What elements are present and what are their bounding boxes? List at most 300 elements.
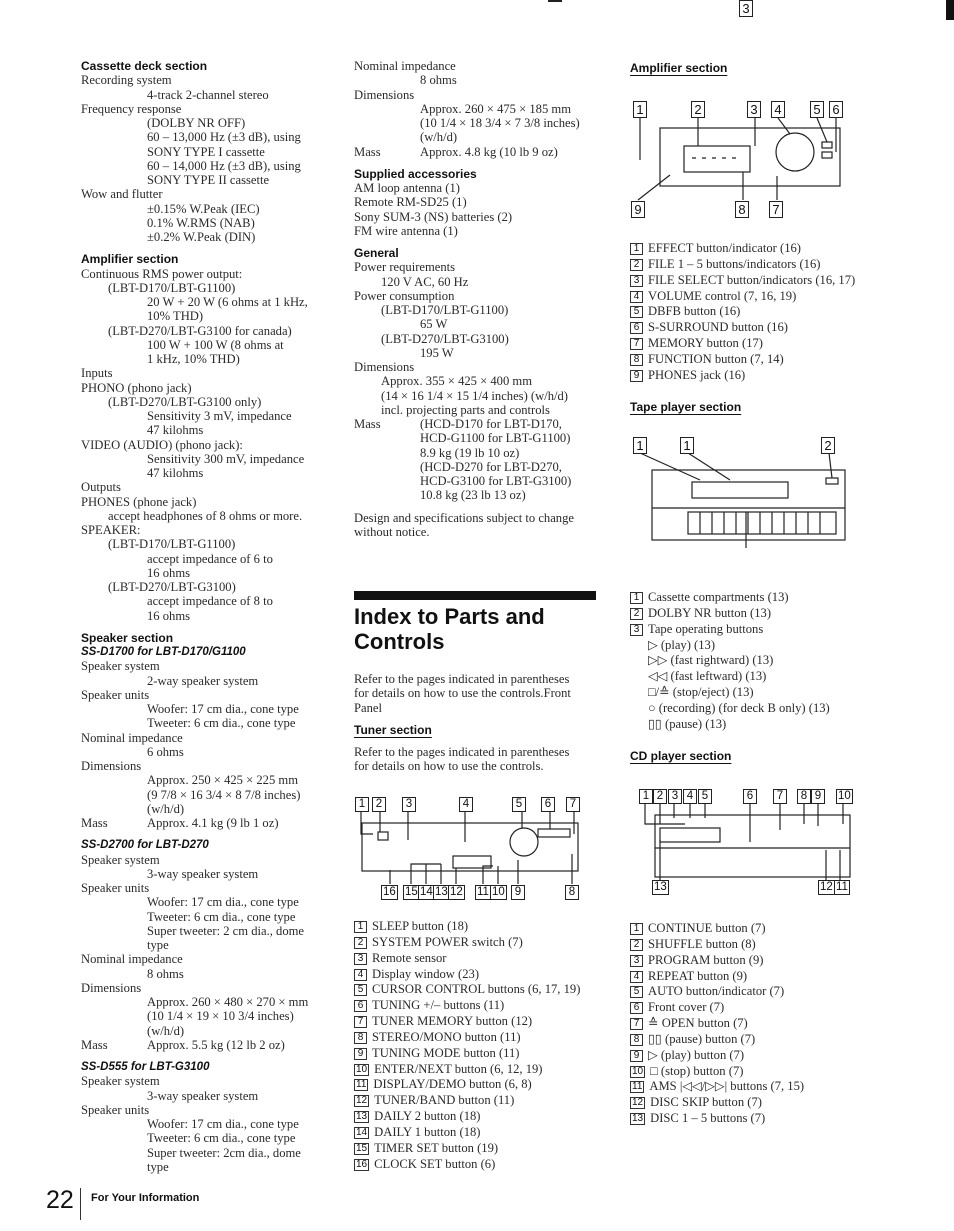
list-item bbox=[630, 1064, 804, 1080]
spec-line: Approx. 260 × 480 × 270 × mm bbox=[147, 995, 309, 1009]
tape-section-heading-wrap bbox=[630, 400, 741, 414]
item-text: Display window (23) bbox=[372, 966, 480, 981]
callout-number: 6 bbox=[743, 789, 757, 804]
callout-number: 1 bbox=[355, 797, 369, 812]
spec-line: 20 W + 20 W (6 ohms at 1 kHz, bbox=[147, 295, 308, 309]
item-text: CLOCK SET button (6) bbox=[374, 1156, 496, 1171]
item-text: ▷ (play) button (7) bbox=[648, 1047, 745, 1062]
list-item bbox=[354, 1109, 580, 1125]
model-subheading: SS-D2700 for LBT-D270 bbox=[81, 839, 209, 852]
spec-line: Dimensions bbox=[81, 980, 142, 995]
item-number-badge: 4 bbox=[354, 969, 367, 981]
spec-line: FM wire antenna (1) bbox=[354, 223, 458, 238]
spec-line: Speaker units bbox=[81, 1102, 150, 1117]
spec-line: Speaker system bbox=[81, 659, 160, 674]
spec-line: Outputs bbox=[81, 480, 121, 495]
item-number-badge: 8 bbox=[354, 1032, 367, 1044]
spec-line: VIDEO (AUDIO) (phono jack): bbox=[81, 437, 243, 452]
spec-value: Approx. 5.5 kg (12 lb 2 oz) bbox=[147, 1037, 285, 1052]
model-subheading: SS-D555 for LBT-G3100 bbox=[81, 1061, 210, 1073]
list-item bbox=[630, 304, 855, 320]
list-item bbox=[354, 951, 580, 967]
spec-line: 1 kHz, 10% THD) bbox=[147, 352, 240, 366]
spec-line: 60 – 13,000 Hz (±3 dB), using bbox=[147, 130, 301, 145]
callout-number: 12 bbox=[820, 881, 833, 893]
item-number-badge: 2 bbox=[630, 259, 643, 271]
item-text: DISPLAY/DEMO button (6, 8) bbox=[373, 1077, 532, 1092]
spec-line: Approx. 260 × 475 × 185 mm bbox=[420, 101, 571, 116]
item-text: MEMORY button (17) bbox=[648, 336, 763, 351]
spec-line: Nominal impedance bbox=[81, 730, 183, 745]
specifications-left-column bbox=[81, 59, 308, 1174]
spec-line: 65 W bbox=[420, 317, 448, 332]
item-number-badge: 1 bbox=[354, 921, 367, 933]
spec-line: PHONO (phono jack) bbox=[81, 380, 192, 395]
item-text: TUNING MODE button (11) bbox=[372, 1045, 520, 1060]
page-number: 22 bbox=[46, 1186, 74, 1214]
list-item bbox=[630, 352, 855, 368]
item-text: PROGRAM button (9) bbox=[648, 952, 764, 967]
item-number-badge: 9 bbox=[354, 1048, 367, 1060]
spec-line: Panel bbox=[354, 700, 382, 715]
spec-row bbox=[354, 145, 580, 159]
spec-line: Super tweeter: 2cm dia., dome bbox=[147, 1145, 301, 1160]
item-text: STEREO/MONO button (11) bbox=[372, 1029, 521, 1044]
list-subitem: ○ (recording) (for deck B only) (13) bbox=[648, 700, 830, 715]
list-subitem: ◁◁ (fast leftward) (13) bbox=[648, 669, 767, 684]
spec-row bbox=[354, 417, 580, 431]
cd-parts-list bbox=[630, 921, 804, 1127]
spacer bbox=[81, 244, 308, 252]
item-number-badge: 13 bbox=[356, 1111, 368, 1123]
spec-line: Sensitivity 3 mV, impedance bbox=[147, 409, 292, 423]
spec-line: SONY TYPE I cassette bbox=[147, 144, 265, 159]
spec-line: Remote RM-SD25 (1) bbox=[354, 195, 467, 210]
list-item bbox=[630, 1079, 804, 1095]
item-text: TUNER MEMORY button (12) bbox=[372, 1014, 533, 1029]
item-text: FUNCTION button (7, 14) bbox=[648, 351, 784, 366]
list-item bbox=[354, 1157, 580, 1173]
item-number-badge: 4 bbox=[630, 971, 643, 983]
section-heading: Tuner section bbox=[354, 722, 432, 737]
callout-number bbox=[548, 0, 562, 2]
spacer bbox=[81, 830, 308, 838]
callout-number: 8 bbox=[735, 201, 749, 218]
spec-line: (10 1/4 × 19 × 10 3/4 inches) bbox=[147, 1009, 294, 1024]
spec-line: Speaker units bbox=[81, 881, 150, 895]
callout-number: 10 bbox=[492, 886, 505, 898]
spec-row bbox=[81, 816, 308, 830]
list-item bbox=[630, 257, 855, 273]
list-item bbox=[354, 1030, 580, 1046]
callout-number: 7 bbox=[769, 201, 783, 218]
spec-line: HCD-G1100 for LBT-G1100) bbox=[420, 431, 571, 446]
item-text: PHONES jack (16) bbox=[648, 367, 746, 382]
callout-number: 3 bbox=[402, 797, 416, 812]
list-item bbox=[630, 984, 804, 1000]
item-number-badge: 3 bbox=[630, 955, 643, 967]
item-text: TIMER SET button (19) bbox=[374, 1140, 499, 1155]
spacer bbox=[354, 737, 571, 745]
list-item bbox=[630, 289, 855, 305]
page-title-line: Controls bbox=[354, 629, 445, 654]
item-text: DAILY 1 button (18) bbox=[374, 1124, 481, 1139]
spec-line: (w/h/d) bbox=[147, 1023, 185, 1038]
index-intro bbox=[354, 672, 571, 774]
item-number-badge: 1 bbox=[630, 923, 643, 935]
callout-number: 5 bbox=[810, 101, 824, 118]
list-subitem: □/≙ (stop/eject) (13) bbox=[648, 685, 754, 700]
spec-line: PHONES (phone jack) bbox=[81, 494, 197, 509]
spec-line: 3-way speaker system bbox=[147, 866, 259, 881]
spec-line: 47 kilohms bbox=[147, 466, 204, 480]
item-number-badge: 3 bbox=[630, 275, 643, 287]
list-item bbox=[630, 1016, 804, 1032]
callout-number: 10 bbox=[838, 790, 851, 802]
spec-line: 47 kilohms bbox=[147, 423, 204, 438]
item-number-badge: 6 bbox=[354, 1000, 367, 1012]
callout-number: 1 bbox=[633, 101, 647, 118]
item-number-badge: 12 bbox=[356, 1095, 368, 1107]
spec-line: Wow and flutter bbox=[81, 187, 163, 202]
list-subitem: ▯▯ (pause) (13) bbox=[648, 716, 727, 731]
title-rule bbox=[354, 591, 596, 600]
spec-line: Nominal impedance bbox=[81, 952, 183, 967]
spec-line: (LBT-D170/LBT-G1100) bbox=[381, 303, 509, 317]
item-number-badge: 13 bbox=[632, 1113, 644, 1125]
spec-line: ±0.15% W.Peak (IEC) bbox=[147, 201, 260, 216]
callout-number: 13 bbox=[435, 886, 448, 898]
item-number-badge: 12 bbox=[632, 1097, 644, 1109]
spec-line: Super tweeter: 2 cm dia., dome bbox=[147, 923, 305, 938]
spec-line: 8 ohms bbox=[420, 73, 457, 88]
item-text: CURSOR CONTROL buttons (6, 17, 19) bbox=[372, 982, 581, 997]
tape-deck-drawing bbox=[640, 453, 845, 548]
spec-label: Mass bbox=[354, 144, 381, 159]
callout-number: 13 bbox=[654, 881, 667, 893]
tape-section-heading: Tape player section bbox=[630, 400, 742, 414]
list-item bbox=[630, 921, 804, 937]
amplifier-front-panel-drawing bbox=[638, 118, 840, 200]
section-heading: Speaker section bbox=[81, 630, 174, 645]
spec-line: Speaker units bbox=[81, 687, 150, 702]
spec-line: 8.9 kg (19 lb 10 oz) bbox=[420, 445, 520, 460]
section-heading: Supplied accessories bbox=[354, 166, 477, 181]
item-number-badge: 10 bbox=[356, 1063, 368, 1075]
model-subheading: SS-D1700 for LBT-D170/G1100 bbox=[81, 646, 246, 658]
list-item bbox=[630, 1048, 804, 1064]
spec-line: Approx. 250 × 425 × 225 mm bbox=[147, 773, 298, 788]
callout-number: 15 bbox=[405, 886, 418, 898]
item-text: Tape operating buttons bbox=[648, 621, 764, 636]
callout-number: 6 bbox=[829, 101, 843, 118]
spec-line: accept impedance of 8 to bbox=[147, 594, 273, 609]
tuner-front-panel-drawing bbox=[361, 812, 578, 884]
callout-number: 6 bbox=[541, 797, 555, 812]
item-number-badge: 11 bbox=[356, 1079, 367, 1091]
section-heading: Amplifier section bbox=[81, 252, 179, 267]
item-number-badge: 11 bbox=[632, 1081, 643, 1093]
item-number-badge: 10 bbox=[632, 1065, 644, 1077]
spec-value: Approx. 4.8 kg (10 lb 9 oz) bbox=[420, 144, 558, 159]
list-item bbox=[630, 1095, 804, 1111]
spec-line: Speaker system bbox=[81, 1074, 160, 1089]
callout-number: 11 bbox=[477, 886, 489, 898]
spec-line: Woofer: 17 cm dia., cone type bbox=[147, 702, 299, 716]
tuner-parts-list bbox=[354, 919, 580, 1173]
spec-line: 16 ohms bbox=[147, 565, 191, 580]
callout-number: 16 bbox=[383, 886, 396, 898]
page-edge-tab bbox=[946, 0, 954, 20]
callout-number: 9 bbox=[631, 201, 645, 218]
spec-line: (LBT-D270/LBT-G3100) bbox=[108, 580, 236, 594]
callout-number: 5 bbox=[512, 797, 526, 812]
callout-number: 1 bbox=[639, 789, 653, 804]
spec-line: Dimensions bbox=[354, 87, 415, 102]
spec-value: Approx. 4.1 kg (9 lb 1 oz) bbox=[147, 816, 279, 830]
spec-line: Tweeter: 6 cm dia., cone type bbox=[147, 1131, 296, 1146]
list-item bbox=[630, 241, 855, 257]
spec-line: 6 ohms bbox=[147, 744, 184, 759]
item-text: Front cover (7) bbox=[648, 1000, 725, 1015]
spec-line: for details on how to use the controls. bbox=[354, 759, 544, 774]
spec-line: SONY TYPE II cassette bbox=[147, 173, 270, 187]
item-number-badge: 8 bbox=[630, 1034, 643, 1046]
spec-line: (LBT-D270/LBT-G3100 only) bbox=[108, 394, 262, 409]
spec-line: (LBT-D170/LBT-G1100) bbox=[108, 280, 236, 295]
spec-label: Mass bbox=[354, 417, 381, 431]
amplifier-section-heading: Amplifier section bbox=[630, 61, 728, 75]
spacer bbox=[354, 238, 580, 246]
item-text: TUNING +/– buttons (11) bbox=[372, 998, 505, 1013]
spec-row bbox=[81, 1038, 308, 1052]
item-number-badge: 2 bbox=[354, 937, 367, 949]
list-item bbox=[354, 998, 580, 1014]
spec-line: (w/h/d) bbox=[147, 801, 185, 816]
callout-number: 2 bbox=[653, 789, 667, 804]
spec-line: Approx. 355 × 425 × 400 mm bbox=[381, 374, 532, 389]
spacer bbox=[354, 159, 580, 167]
callout-number: 12 bbox=[450, 886, 463, 898]
list-item bbox=[630, 320, 855, 336]
amplifier-section-heading-wrap bbox=[630, 61, 727, 75]
item-number-badge: 14 bbox=[356, 1126, 368, 1138]
callout-number: 4 bbox=[683, 789, 697, 804]
amplifier-parts-list bbox=[630, 241, 855, 384]
spec-line: 195 W bbox=[420, 345, 454, 360]
list-item bbox=[630, 1000, 804, 1016]
page-title-line: Index to Parts and bbox=[354, 604, 545, 629]
item-text: DOLBY NR button (13) bbox=[648, 605, 772, 620]
item-number-badge: 15 bbox=[356, 1142, 368, 1154]
item-number-badge: 1 bbox=[630, 592, 643, 604]
spec-line: Refer to the pages indicated in parentheses bbox=[354, 672, 570, 686]
callout-number: 3 bbox=[739, 0, 753, 17]
item-number-badge: 16 bbox=[356, 1158, 368, 1170]
item-text: SYSTEM POWER switch (7) bbox=[372, 934, 523, 949]
item-number-badge: 1 bbox=[630, 243, 643, 255]
spec-line: 3-way speaker system bbox=[147, 1088, 259, 1103]
list-item bbox=[630, 1032, 804, 1048]
item-text: DISC SKIP button (7) bbox=[650, 1095, 762, 1110]
list-item bbox=[630, 1111, 804, 1127]
list-item bbox=[354, 1046, 580, 1062]
spec-line: for details on how to use the controls.Front bbox=[354, 686, 571, 701]
spec-label: Mass bbox=[81, 816, 108, 830]
spec-line: 4-track 2-channel stereo bbox=[147, 87, 269, 102]
spec-line: Recording system bbox=[81, 73, 172, 88]
item-text: Cassette compartments (13) bbox=[648, 590, 789, 604]
section-heading: Cassette deck section bbox=[81, 59, 208, 73]
spec-line: (DOLBY NR OFF) bbox=[147, 116, 246, 130]
spec-line: HCD-G3100 for LBT-G3100) bbox=[420, 474, 572, 488]
spec-line: 10.8 kg (23 lb 13 oz) bbox=[420, 488, 526, 503]
item-text: AMS |◁◁/▷▷| buttons (7, 15) bbox=[649, 1079, 805, 1094]
item-text: ≙ OPEN button (7) bbox=[648, 1016, 748, 1031]
item-number-badge: 6 bbox=[630, 322, 643, 334]
item-text: Remote sensor bbox=[372, 950, 447, 965]
callout-number: 3 bbox=[747, 101, 761, 118]
item-text: ▯▯ (pause) button (7) bbox=[648, 1031, 756, 1046]
list-item bbox=[354, 1125, 580, 1141]
list-item bbox=[354, 1093, 580, 1109]
spec-line: 8 ohms bbox=[147, 966, 184, 981]
callout-number: 8 bbox=[565, 885, 579, 900]
spec-line: ±0.2% W.Peak (DIN) bbox=[147, 230, 256, 244]
spec-line: (LBT-D270/LBT-G3100) bbox=[381, 331, 509, 346]
spec-line: Sony SUM-3 (NS) batteries (2) bbox=[354, 209, 513, 224]
list-item bbox=[630, 953, 804, 969]
item-number-badge: 3 bbox=[630, 624, 643, 636]
spec-line: 10% THD) bbox=[147, 309, 204, 324]
callout-number: 8 bbox=[797, 789, 811, 804]
spec-line: 0.1% W.RMS (NAB) bbox=[147, 215, 255, 230]
callout-number: 1 bbox=[680, 437, 694, 454]
spec-label: Mass bbox=[81, 1037, 108, 1052]
cd-section-heading: CD player section bbox=[630, 749, 732, 763]
callout-number: 2 bbox=[372, 797, 386, 812]
item-number-badge: 5 bbox=[354, 984, 367, 996]
callout-number: 7 bbox=[566, 797, 580, 812]
spec-line: Power requirements bbox=[354, 260, 456, 275]
callout-number: 9 bbox=[811, 789, 825, 804]
spec-line: Inputs bbox=[81, 366, 113, 381]
footer-divider bbox=[80, 1188, 81, 1220]
item-number-badge: 4 bbox=[630, 291, 643, 303]
callout-number: 9 bbox=[511, 885, 525, 900]
item-text: ENTER/NEXT button (6, 12, 19) bbox=[374, 1061, 543, 1076]
spec-line: Nominal impedance bbox=[354, 59, 456, 73]
list-item bbox=[630, 606, 830, 622]
spec-line: accept headphones of 8 ohms or more. bbox=[108, 508, 303, 523]
spacer bbox=[354, 715, 571, 723]
spec-line: Dimensions bbox=[81, 759, 142, 773]
spec-line: (LBT-D270/LBT-G3100 for canada) bbox=[108, 323, 292, 338]
spec-line: (HCD-D270 for LBT-D270, bbox=[420, 459, 562, 474]
cd-player-drawing bbox=[645, 804, 850, 880]
cd-section-heading-wrap bbox=[630, 749, 731, 763]
item-number-badge: 7 bbox=[354, 1016, 367, 1028]
list-item bbox=[630, 590, 830, 606]
item-text: DBFB button (16) bbox=[648, 304, 741, 319]
list-item bbox=[354, 1062, 580, 1078]
tape-parts-list bbox=[630, 590, 830, 733]
list-subitem: ▷▷ (fast rightward) (13) bbox=[648, 653, 774, 668]
callout-number: 11 bbox=[836, 881, 848, 893]
spec-line: 60 – 14,000 Hz (±3 dB), using bbox=[147, 158, 301, 173]
spec-line: Design and specifications subject to change bbox=[354, 510, 574, 525]
spec-line: (w/h/d) bbox=[420, 130, 458, 145]
item-text: S-SURROUND button (16) bbox=[648, 320, 788, 335]
item-text: EFFECT button/indicator (16) bbox=[648, 241, 801, 255]
list-item bbox=[630, 368, 855, 384]
spec-line: without notice. bbox=[354, 524, 430, 539]
item-number-badge: 5 bbox=[630, 986, 643, 998]
item-text: DISC 1 – 5 buttons (7) bbox=[650, 1111, 766, 1126]
item-text: FILE 1 – 5 buttons/indicators (16) bbox=[648, 256, 821, 271]
list-item bbox=[354, 982, 580, 998]
callout-number: 2 bbox=[691, 101, 705, 118]
list-item bbox=[630, 336, 855, 352]
spec-line: Frequency response bbox=[81, 101, 182, 116]
spacer bbox=[81, 623, 308, 631]
spacer bbox=[354, 503, 580, 511]
spec-line: 16 ohms bbox=[147, 608, 191, 623]
list-item bbox=[630, 273, 855, 289]
callout-number: 4 bbox=[459, 797, 473, 812]
list-item bbox=[630, 969, 804, 985]
spec-line: Tweeter: 6 cm dia., cone type bbox=[147, 909, 296, 924]
item-number-badge: 9 bbox=[630, 1050, 643, 1062]
list-item bbox=[354, 1077, 580, 1093]
spec-value: (HCD-D170 for LBT-D170, bbox=[420, 417, 562, 431]
spec-line: Refer to the pages indicated in parentheses bbox=[354, 745, 570, 759]
spec-line: 100 W + 100 W (8 ohms at bbox=[147, 337, 284, 352]
spec-line: AM loop antenna (1) bbox=[354, 181, 460, 195]
spec-line: type bbox=[147, 1159, 169, 1174]
item-text: SLEEP button (18) bbox=[372, 919, 469, 933]
spec-line: Woofer: 17 cm dia., cone type bbox=[147, 1117, 299, 1131]
item-text: TUNER/BAND button (11) bbox=[374, 1093, 515, 1108]
spec-line: (10 1/4 × 18 3/4 × 7 3/8 inches) bbox=[420, 116, 580, 130]
list-item bbox=[630, 937, 804, 953]
spacer bbox=[81, 1052, 308, 1060]
spec-line: Continuous RMS power output: bbox=[81, 266, 243, 281]
item-text: □ (stop) button (7) bbox=[650, 1063, 744, 1078]
spec-line: 120 V AC, 60 Hz bbox=[381, 274, 469, 289]
spec-line: SPEAKER: bbox=[81, 523, 141, 537]
specifications-middle-column bbox=[354, 59, 580, 539]
item-text: CONTINUE button (7) bbox=[648, 921, 766, 935]
list-item bbox=[354, 1141, 580, 1157]
item-text: FILE SELECT button/indicators (16, 17) bbox=[648, 272, 856, 287]
callout-number: 14 bbox=[420, 886, 433, 898]
callout-number: 5 bbox=[698, 789, 712, 804]
callout-number: 7 bbox=[773, 789, 787, 804]
callout-number: 4 bbox=[771, 101, 785, 118]
item-text: VOLUME control (7, 16, 19) bbox=[648, 288, 797, 303]
item-text: SHUFFLE button (8) bbox=[648, 936, 756, 951]
callout-number: 1 bbox=[633, 437, 647, 454]
spec-line: Power consumption bbox=[354, 288, 455, 303]
item-number-badge: 2 bbox=[630, 939, 643, 951]
item-number-badge: 3 bbox=[354, 953, 367, 965]
item-number-badge: 8 bbox=[630, 354, 643, 366]
list-item bbox=[354, 967, 580, 983]
item-text: REPEAT button (9) bbox=[648, 968, 748, 983]
spec-line: type bbox=[147, 938, 169, 952]
item-number-badge: 2 bbox=[630, 608, 643, 620]
